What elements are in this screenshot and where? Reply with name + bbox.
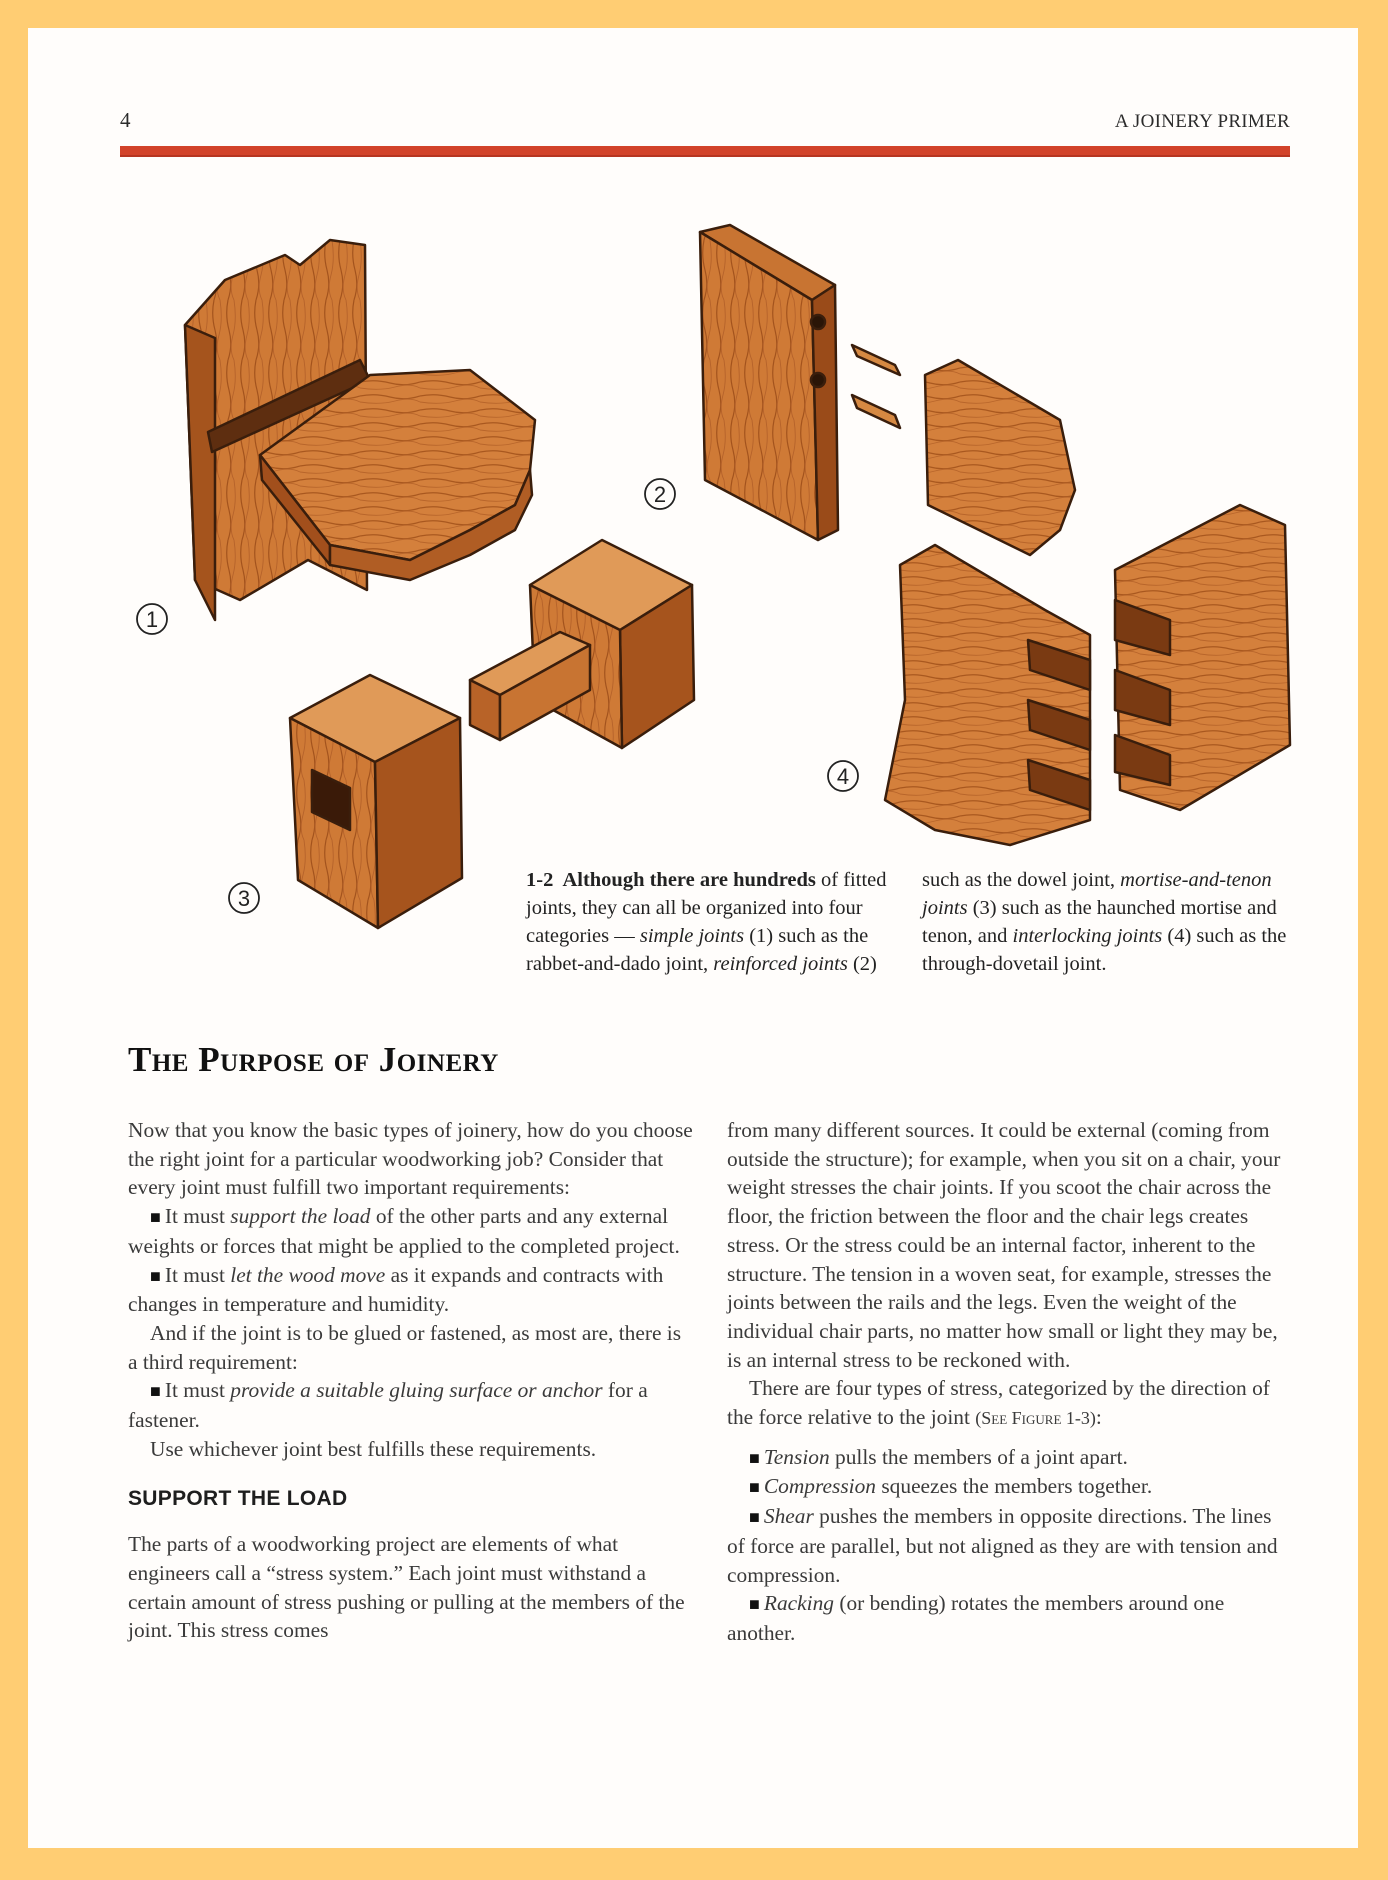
requirement-3: ■ It must provide a suitable gluing surface or anchor for a fastener. [128, 1378, 648, 1433]
figure-caption-col2: such as the dowel joint, mortise-and-tenon joints (3) such as the haunched mortise and tenon, and interlocking joints (4) such as the through-dovetail joint. [922, 869, 1287, 975]
callout-2: 2 [653, 482, 667, 507]
page-number: 4 [120, 108, 131, 132]
reinforced-joint-drawing [700, 225, 1075, 555]
requirement-2: ■ It must let the wood move as it expands and contracts with changes in temperature and humidity. [128, 1262, 664, 1317]
bullet-square-icon: ■ [150, 1381, 161, 1402]
intro-paragraph: Now that you know the basic types of joinery, how do you choose the right joint for a particular woodworking job? Consider that every joint must fulfill two important requirements: [128, 1118, 693, 1200]
bullet-square-icon: ■ [749, 1507, 760, 1528]
text-column-left [128, 1116, 694, 1645]
interlocking-joint-drawing [885, 505, 1290, 845]
support-paragraph-start: The parts of a woodworking project are elements of what engineers call a “stress system.” Each joint must withstand a certain amount of stress pushing or pulling at the members of the joint. This stress comes [128, 1532, 685, 1643]
bullet-square-icon: ■ [749, 1594, 760, 1615]
stress-type-racking: ■ Racking (or bending) rotates the members around one another. [727, 1591, 1225, 1645]
callout-4: 4 [836, 764, 850, 789]
closing-sentence: Use whichever joint best fulfills these requirements. [150, 1436, 597, 1461]
simple-joint-drawing [185, 240, 535, 620]
bullet-square-icon: ■ [150, 1265, 161, 1286]
stress-type-tension: ■ Tension pulls the members of a joint apart. [749, 1444, 1128, 1469]
joinery-illustration [0, 0, 1388, 911]
callout-1: 1 [145, 607, 159, 632]
running-title: A JOINERY PRIMER [1114, 111, 1290, 132]
bullet-square-icon: ■ [150, 1207, 161, 1228]
requirement-1: ■ It must support the load of the other parts and any external weights or forces that might be applied to the completed project. [128, 1204, 680, 1258]
section-title: The Purpose of Joinery [128, 1040, 499, 1079]
support-paragraph-continued: from many different sources. It could be external (coming from outside the structure); for example, when you sit on a chair, your weight stresses the chair joints. If you scoot the chair across the floor, the friction between the floor and the chair legs creates stress. Or the stress could be an internal factor, inherent to the structure. The tension in a woven seat, for example, stresses the joints between the rails and the legs. Even the weight of the individual chair parts, no matter how small or light they may be, is an internal stress to be reckoned with. [727, 1118, 1281, 1372]
figure-caption-col1: 1-2 Although there are hundreds of fitted joints, they can all be organized into four categories — simple joints (1) such as the rabbet-and-dado joint, reinforced joints (2) [526, 869, 887, 975]
stress-type-shear: ■ Shear pushes the members in opposite directions. The lines of force are parallel, but not aligned as they are with tension and compression. [727, 1504, 1278, 1587]
stress-type-compression: ■ Compression squeezes the members together. [749, 1474, 1153, 1499]
bullet-square-icon: ■ [749, 1447, 760, 1468]
third-requirement-intro: And if the joint is to be glued or fastened, as most are, there is a third requirement: [128, 1320, 682, 1374]
callout-3: 3 [237, 886, 251, 911]
subheading-support-the-load: SUPPORT THE LOAD [128, 1487, 348, 1511]
text-column-right [727, 1116, 1293, 1648]
bullet-square-icon: ■ [749, 1477, 760, 1498]
stress-types-intro: There are four types of stress, categorized by the direction of the force relative to the joint (See Figure 1-3): [727, 1376, 1270, 1430]
